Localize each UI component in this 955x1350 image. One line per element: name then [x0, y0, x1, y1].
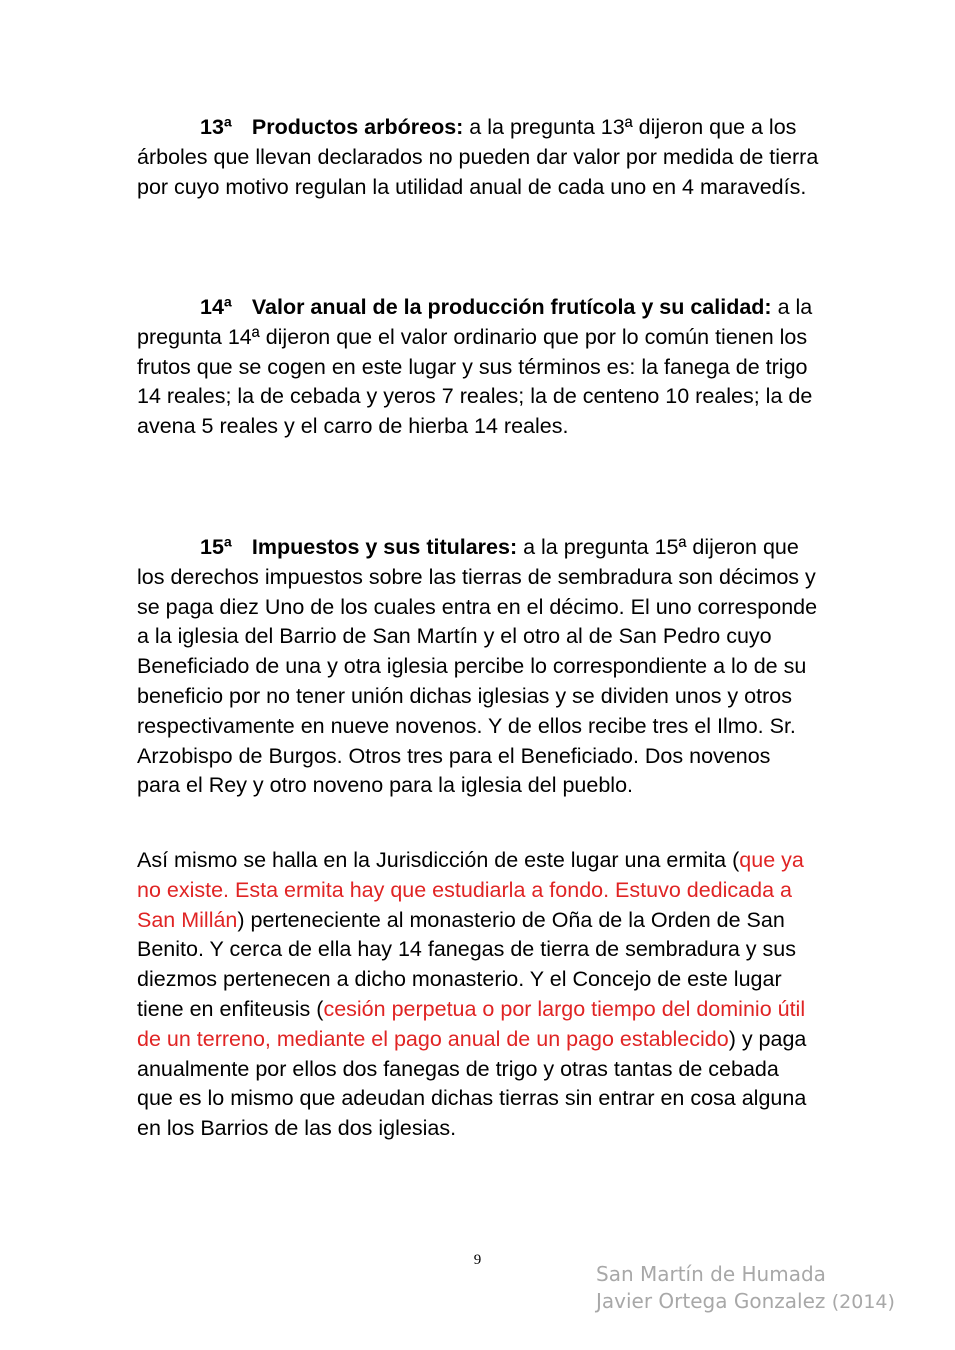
body-text: Así mismo se halla en la Jurisdicción de este lugar una ermita ( — [137, 848, 740, 872]
item-text: a la pregunta 15ª dijeron que los derechos impuestos sobre las tierras de sembradura son décimos y se paga diez Uno de los cuales entra en el décimo. El uno corresponde a la iglesia del Barrio de San Martín y el otro al de San Pedro cuyo Beneficiado de una y otra iglesia percibe lo correspondiente a lo de su beneficio por no tener unión dichas iglesias y se dividen unos y otros respectivamente en nueve novenos. Y de ellos recibe tres el Ilmo. Sr. Arzobispo de Burgos. Otros tres para el Beneficiado. Dos novenos para el Rey y otro noveno para la iglesia del pueblo. — [137, 535, 818, 798]
body-text: ) y paga anualmente por ellos dos fanegas de trigo y otras tantas de cebada que es lo mismo que adeudan dichas tierras sin entrar en cosa alguna en los Barrios de las dos iglesias. — [137, 1026, 807, 1141]
editor-note: que ya no existe. Esta ermita hay que estudiarla a fondo. Estuvo dedicada a San Millán — [137, 848, 804, 932]
item-number: 13ª — [200, 115, 232, 139]
item-number: 14ª — [200, 295, 232, 319]
paragraph-14 — [137, 293, 819, 442]
page-number: 9 — [473, 1252, 482, 1268]
item-text: a la pregunta 13ª dijeron que a los árboles que llevan declarados no pueden dar valor por medida de tierra por cuyo motivo regulan la utilidad anual de cada uno en 4 maravedís. — [137, 115, 819, 199]
paragraph-13 — [137, 113, 819, 202]
watermark-author-name: Javier Ortega Gonzalez — [596, 1289, 826, 1313]
body-text: ) perteneciente al monasterio de Oña de la Orden de San Benito. Y cerca de ella hay 14 fanegas de tierra de sembradura y sus diezmos pertenecen a dicho monasterio. Y el Concejo de este lugar tiene en enfiteusis ( — [137, 907, 796, 1021]
editor-note: cesión perpetua o por largo tiempo del dominio útil de un terreno, mediante el pago anual de un pago establecido — [137, 996, 806, 1051]
author-watermark — [596, 1261, 895, 1316]
paragraph-ermita — [137, 846, 819, 1144]
item-heading: Impuestos y sus titulares: — [251, 535, 518, 559]
watermark-year: (2014) — [831, 1291, 895, 1313]
item-number: 15ª — [200, 535, 232, 559]
item-heading: Valor anual de la producción frutícola y su calidad: — [251, 295, 772, 319]
item-text: a la pregunta 14ª dijeron que el valor ordinario que por lo común tienen los frutos que se cogen en este lugar y sus términos es: la fanega de trigo 14 reales; la de cebada y yeros 7 reales; la de centeno 10 reales; la de avena 5 reales y el carro de hierba 14 reales. — [137, 295, 813, 439]
watermark-title: San Martín de Humada — [596, 1262, 826, 1286]
paragraph-15 — [137, 533, 819, 801]
watermark-author — [596, 1288, 895, 1316]
item-heading: Productos arbóreos: — [251, 115, 464, 139]
